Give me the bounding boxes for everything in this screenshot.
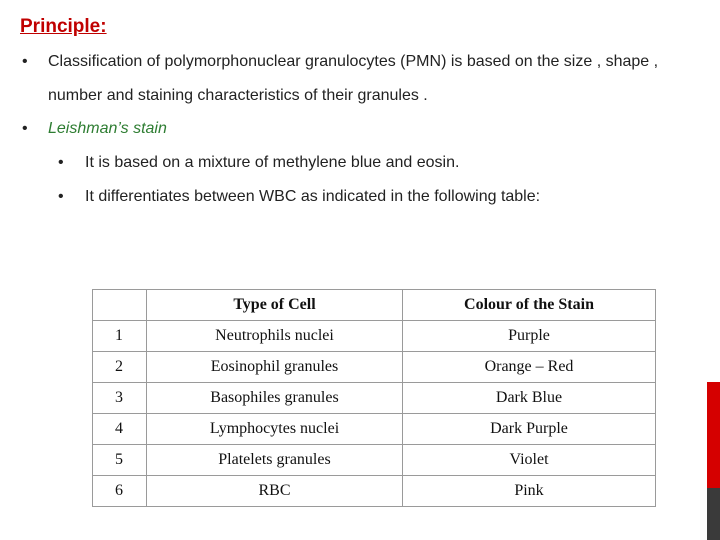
table-header-row bbox=[93, 290, 656, 321]
bullet-icon: • bbox=[58, 154, 64, 171]
row-number: 6 bbox=[93, 476, 147, 507]
stain-colour: Pink bbox=[403, 476, 656, 507]
differentiates-text: It differentiates between WBC as indicated in the following table: bbox=[85, 188, 541, 205]
row-number: 3 bbox=[93, 383, 147, 414]
cell-type: Eosinophil granules bbox=[147, 352, 403, 383]
row-number: 1 bbox=[93, 321, 147, 352]
bullet-icon: • bbox=[58, 188, 64, 205]
row-number: 4 bbox=[93, 414, 147, 445]
row-number: 2 bbox=[93, 352, 147, 383]
page-title: Principle: bbox=[20, 16, 107, 37]
list-item-classification bbox=[22, 45, 702, 113]
column-header-cell-type: Type of Cell bbox=[147, 290, 403, 321]
table-row bbox=[93, 445, 656, 476]
stain-colour: Dark Blue bbox=[403, 383, 656, 414]
bullet-icon: • bbox=[22, 53, 28, 70]
classification-text: Classification of polymorphonuclear granulocytes (PMN) is based on the size , shape , number and staining characteristics of their granules . bbox=[48, 53, 659, 104]
stain-colour: Dark Purple bbox=[403, 414, 656, 445]
cell-type: Platelets granules bbox=[147, 445, 403, 476]
table-row bbox=[93, 476, 656, 507]
column-header-number bbox=[93, 290, 147, 321]
stain-colour: Purple bbox=[403, 321, 656, 352]
cell-type: Neutrophils nuclei bbox=[147, 321, 403, 352]
stain-table-container bbox=[92, 289, 656, 507]
sub-list-item-differentiates bbox=[58, 180, 540, 214]
bullet-icon: • bbox=[22, 120, 28, 137]
sub-list-item-mixture bbox=[58, 146, 459, 180]
cell-type: RBC bbox=[147, 476, 403, 507]
table-row bbox=[93, 352, 656, 383]
table-row bbox=[93, 321, 656, 352]
column-header-stain-colour: Colour of the Stain bbox=[403, 290, 656, 321]
stain-name: Leishman’s stain bbox=[48, 120, 167, 137]
row-number: 5 bbox=[93, 445, 147, 476]
stain-colour: Orange – Red bbox=[403, 352, 656, 383]
cell-type: Basophiles granules bbox=[147, 383, 403, 414]
list-item-stain bbox=[22, 112, 167, 146]
decorative-side-bar-dark bbox=[707, 488, 720, 540]
table-row bbox=[93, 414, 656, 445]
cell-type: Lymphocytes nuclei bbox=[147, 414, 403, 445]
table-row bbox=[93, 383, 656, 414]
stain-table bbox=[92, 289, 656, 507]
mixture-text: It is based on a mixture of methylene blue and eosin. bbox=[85, 154, 460, 171]
stain-colour: Violet bbox=[403, 445, 656, 476]
